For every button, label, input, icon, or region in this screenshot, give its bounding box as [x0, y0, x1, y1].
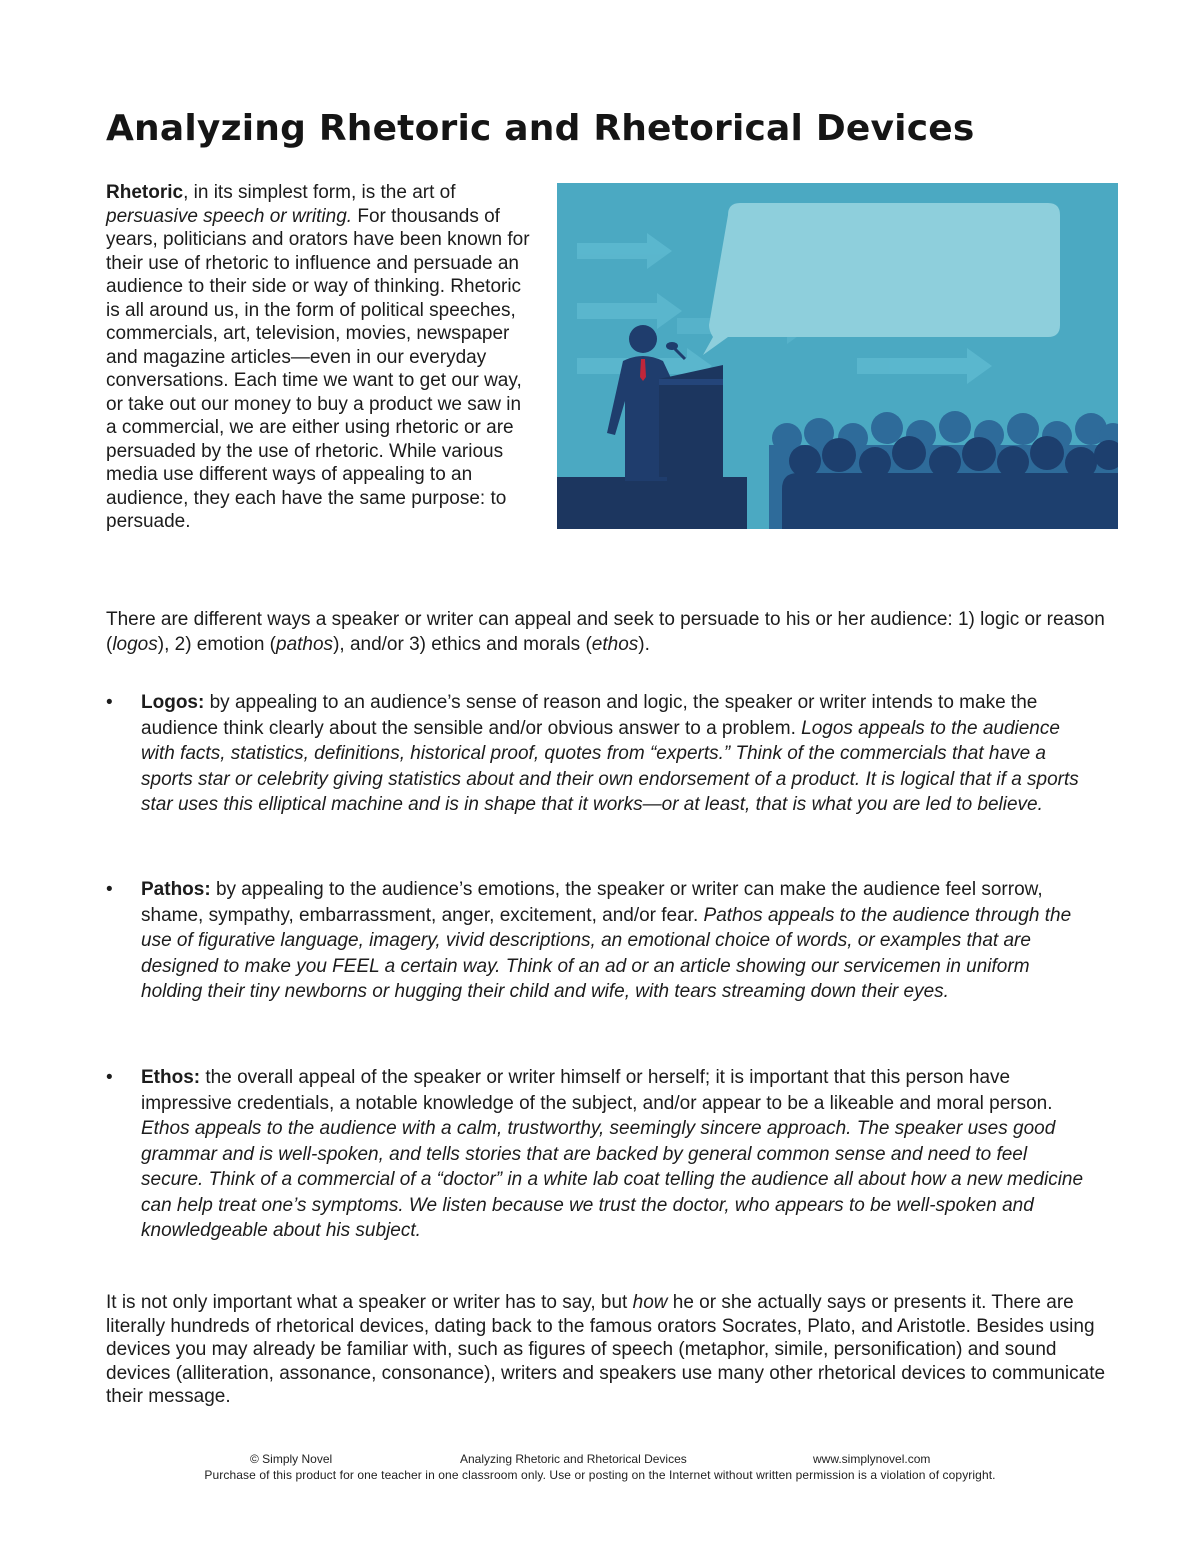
page-title: Analyzing Rhetoric and Rhetorical Devices [106, 108, 975, 149]
page-footer [0, 1452, 1200, 1482]
bullet-icon: • [106, 879, 113, 900]
bullet-icon: • [106, 692, 113, 713]
logos-term: Logos: [141, 692, 205, 713]
pathos-term: Pathos: [141, 879, 211, 900]
footer-website: www.simplynovel.com [813, 1452, 931, 1466]
rhetoric-definition: persuasive speech or writing. [106, 205, 353, 227]
document-page: Analyzing Rhetoric and Rhetorical Devices Rhetoric, in its simplest form, is the art of persuasive speech or writing. For thousands of years, politicians and orators have been known for their use of rhetoric to influence and persuade an audience to their side or way of thinking. Rhetoric is all around us, in the form of political speeches, commercials, art, television, movies, newspaper and magazine articles—even in our everyday conversations. Each time we want to get our way, or take out our money to buy a product we saw in a commercial, we are either using rhetoric or are persuaded by the use of rhetoric. While various media use different ways of appealing to an audience, they each have the same purpose: to persuade. There are different ways a speaker or writer can appeal and seek to persuade to his or her audience: 1) logic or reason (logos), 2) emotion (pathos), and/or 3) ethics and morals (ethos). • Logos: by appealing to an audience’s sense of reason and logic, the speaker or writer intends to make the audience think clearly about the sensible and/or obvious answer to a problem. Logos appeals to the audience with facts, statistics, definitions, historical proof, quotes from “experts.” Think of the commercials that have a sports star or celebrity giving statistics about and their own endorsement of a product. It is logical that if a sports star uses this elliptical machine and is in shape that it works—or at least, that is what you are led to believe. • Pathos: by appealing to the audience’s emotions, the speaker or writer can make the audience feel sorrow, shame, sympathy, embarrassment, anger, excitement, and/or fear. Pathos appeals to the audience through the use of figurative language, imagery, vivid descriptions, an emotional choice of words, or examples that are designed to make you FEEL a certain way. Think of an ad or an article showing our servicemen in uniform holding their tiny newborns or hugging their child and wife, with tears streaming down their eyes. • Ethos: the overall appeal of the speaker or writer himself or herself; it is important that this person have impressive credentials, a notable knowledge of the subject, and/or appear to be a likeable and moral person. Ethos appeals to the audience with a calm, trustworthy, seemingly sincere approach. The speaker uses good grammar and is well-spoken, and tells stories that are backed by general common sense and need to feel secure. Think of a commercial of a “doctor” in a white lab coat telling the audience all about how a new medicine can help treat one’s symptoms. We listen because we trust the doctor, who appears to be well-spoken and knowledgeable about his subject. It is not only important what a speaker or writer has to say, but how he or she actually says or presents it. There are literally hundreds of rhetorical devices, dating back to the famous orators Socrates, Plato, and Aristotle. Besides using devices you may already be familiar with, such as figures of speech (metaphor, simile, personification) and sound devices (alliteration, assonance, consonance), writers and speakers use many other rhetorical devices to communicate their message. © Simply Novel Analyzing Rhetoric and Rhetorical Devices www.simplynovel.com Purchase of this product for one teacher in one classroom only. Use or posting on the Internet without written permission is a violation of copyright. [0, 0, 1200, 1553]
closing-paragraph: It is not only important what a speaker or writer has to say, but how he or she actually says or presents it. There are literally hundreds of rhetorical devices, dating back to the famous orators Socrates, Plato, and Aristotle. Besides using devices you may already be familiar with, such as figures of speech (metaphor, simile, personification) and sound devices (alliteration, assonance, consonance), writers and speakers use many other rhetorical devices to communicate their message. [106, 1292, 1106, 1407]
footer-copyright: © Simply Novel [250, 1452, 333, 1466]
rhetoric-term: Rhetoric [106, 182, 184, 203]
footer-copyright-notice: Purchase of this product for one teacher in one classroom only. Use or posting on the Internet without written permission is a violation of copyright. [204, 1468, 996, 1482]
intro-paragraph: Rhetoric, in its simplest form, is the art of persuasive speech or writing. For thousands of years, politicians and orators have been known for their use of rhetoric to influence and persuade an audience to their side or way of thinking. Rhetoric is all around us, in the form of political speeches, commercials, art, television, movies, newspaper and magazine articles—even in our everyday conversations. Each time we want to get our way, or take out our money to buy a product we saw in a commercial, we are either using rhetoric or are persuaded by the use of rhetoric. While various media use different ways of appealing to an audience, they each have the same purpose: to persuade. [106, 182, 530, 532]
ethos-term: Ethos: [141, 1067, 201, 1088]
appeals-intro-paragraph: There are different ways a speaker or writer can appeal and seek to persuade to his or her audience: 1) logic or reason (logos), 2) emotion (pathos), and/or 3) ethics and morals (ethos). [106, 609, 1105, 655]
bullet-icon: • [106, 1067, 113, 1088]
footer-doc-title: Analyzing Rhetoric and Rhetorical Devices [460, 1452, 687, 1466]
speaker-podium-illustration [557, 183, 1118, 529]
